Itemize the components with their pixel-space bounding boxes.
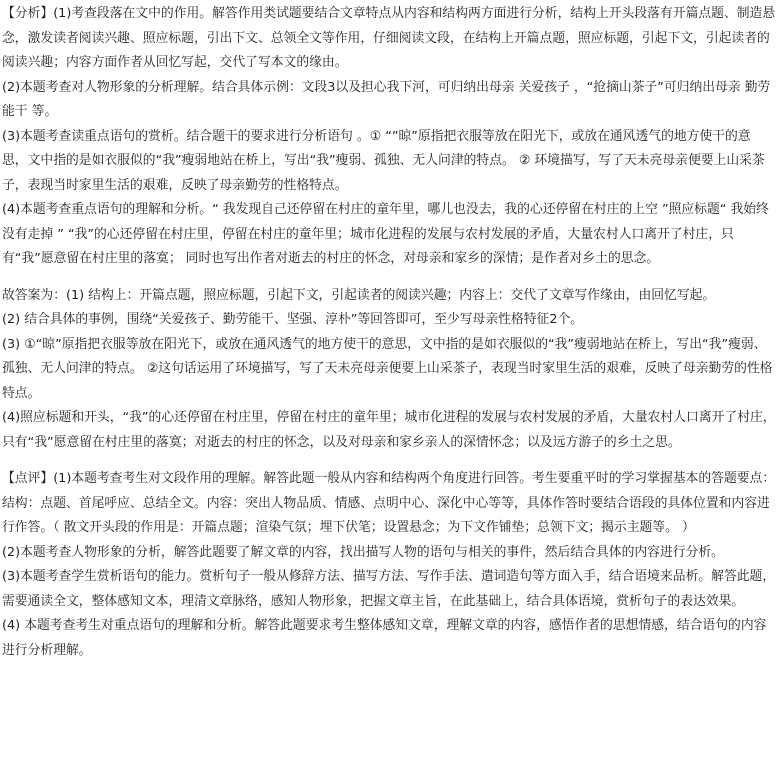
section-spacer [2, 455, 776, 467]
analysis-paragraph-2: (2)本题考查对人物形象的分析理解。结合具体示例：文段3以及担心我下河，可归纳出母亲 关爱孩子 ，“抢摘山茶子”可归纳出母亲 勤劳能干 等。 [2, 79, 771, 119]
analysis-section [2, 2, 776, 272]
answer-paragraph-4: (4)照应标题和开头，“我”的心还停留在村庄里，停留在村庄的童年里；城市化进程的发展与农村发展的矛盾，大量农村人口离开了村庄，只有“我”愿意留在村庄里的落寞；对逝去的村庄的怀念，以及对母亲和家乡亲人的深情怀念；以及远方游子的乡土之思。 [2, 410, 776, 450]
comment-paragraph-2: (2)本题考查人物形象的分析，解答此题要了解文章的内容，找出描写人物的语句与相关的事件，然后结合具体的内容进行分析。 [2, 544, 724, 560]
answer-section [2, 284, 776, 456]
answer-paragraph-1: 故答案为：(1) 结构上：开篇点题，照应标题，引起下文，引起读者的阅读兴趣；内容上：交代了文章写作缘由，由回忆写起。 [2, 287, 716, 303]
answer-paragraph-2: (2) 结合具体的事例，围绕“关爱孩子、勤劳能干、坚强、淳朴”等回答即可，至少写母亲性格特征2个。 [2, 312, 584, 327]
analysis-paragraph-4: (4)本题考查重点语句的理解和分析。“ 我发现自己还停留在村庄的童年里，哪儿也没去，我的心还停留在村庄的上空 ”照应标题“ 我始终没有走掉 ” “我”的心还停留在村庄里，停留在村庄的童年里；城市化进程的发展与农村发展的矛盾，大量农村人口离开了村庄，只有“我”愿意留在村庄里的落寞； 同时也写出作者对逝去的村庄的怀念，对母亲和家乡的深情；是作者对乡土的思念。 [2, 202, 769, 266]
comment-paragraph-4: (4) 本题考查考生对重点语句的理解和分析。解答此题要求考生整体感知文章，理解文章的内容，感悟作者的思想情感，结合语句的内容进行分析理解。 [2, 618, 767, 658]
comment-paragraph-1: 【点评】(1)本题考查考生对文段作用的理解。解答此题一般从内容和结构两个角度进行回答。考生要重平时的学习掌握基本的答题要点：结构：点题、首尾呼应、总结全文。内容：突出人物品质、情感、点明中心、深化中心等等，具体作答时要结合语段的具体位置和内容进行作答。（ 散文开头段的作用是：开篇点题；渲染气氛；埋下伏笔；设置悬念；为下文作铺垫；总领下文；揭示主题等。 ） [2, 471, 776, 535]
section-spacer [2, 272, 776, 284]
analysis-paragraph-1: 【分析】(1)考查段落在文中的作用。解答作用类试题要结合文章特点从内容和结构两方面进行分析，结构上开头段落有开篇点题、制造悬念，激发读者阅读兴趣、照应标题，引出下文、总领全文等作用，仔细阅读文段，在结构上开篇点题，照应标题，引起下文，引起读者的阅读兴趣；内容方面作者从回忆写起，交代了写本文的缘由。 [2, 6, 776, 70]
comment-section [2, 467, 776, 663]
answer-paragraph-3: (3) ①“晾”原指把衣服等放在阳光下，或放在通风透气的地方使干的意思，文中指的是如衣服似的“我”瘦弱地站在桥上，写出“我”瘦弱、孤独、无人问津的特点。 ②这句话运用了环境描写，写了天未亮母亲便要上山采茶子，表现当时家里生活的艰难，反映了母亲勤劳的性格特点。 [2, 336, 773, 401]
analysis-paragraph-3: (3)本题考查读重点语句的赏析。结合题干的要求进行分析语句 。① “”晾”原指把衣服等放在阳光下，或放在通风透气的地方使干的意思，文中指的是如衣服似的“我”瘦弱地站在桥上，写出“我”瘦弱、孤独、无人问津的特点。 ② 环境描写，写了天未亮母亲便要上山采茶子，表现当时家里生活的艰难，反映了母亲勤劳的性格特点。 [2, 128, 765, 193]
comment-paragraph-3: (3)本题考查学生赏析语句的能力。赏析句子一般从修辞方法、描写方法、写作手法、遣词造句等方面入手，结合语境来品析。解答此题，需要通读全文，整体感知文本，理清文章脉络，感知人物形象，把握文章主旨，在此基础上，结合具体语境，赏析句子的表达效果。 [2, 569, 776, 609]
